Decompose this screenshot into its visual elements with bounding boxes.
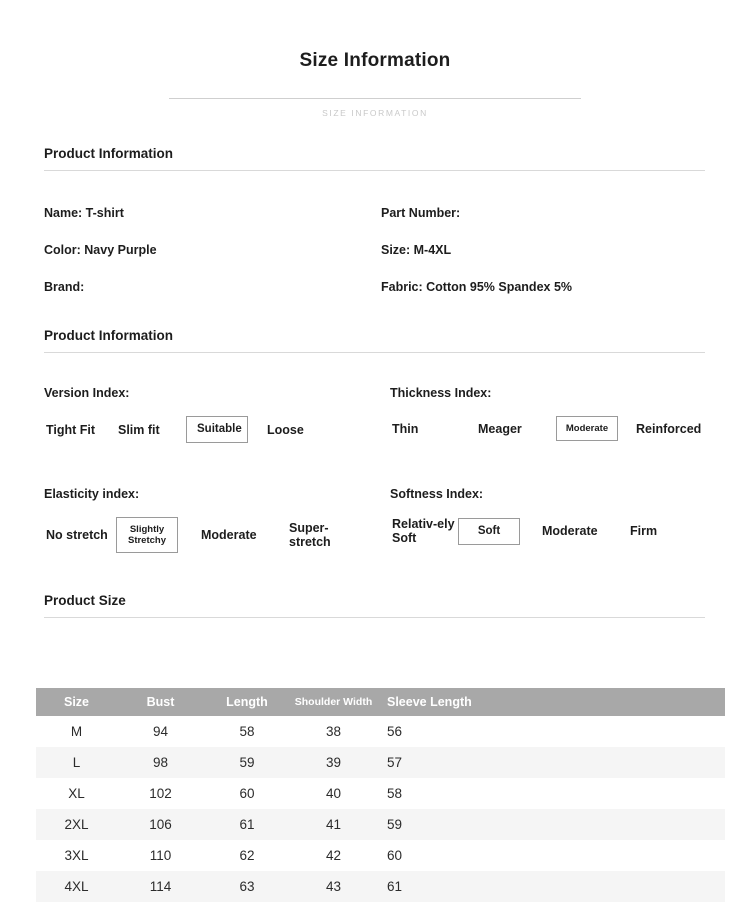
cell-length: 59: [239, 755, 255, 770]
index-block-row2: [44, 487, 720, 553]
table-row: [36, 871, 725, 902]
product-information-grid: [44, 201, 706, 312]
column-header-sleeve-length: Sleeve Length: [377, 688, 725, 716]
table-row: [36, 809, 725, 840]
info-color: Color: Navy Purple: [44, 243, 157, 257]
elasticity-option-super-stretch[interactable]: Super-stretch: [289, 521, 331, 549]
elasticity-option-moderate[interactable]: Moderate: [201, 528, 257, 542]
elasticity-option-no-stretch[interactable]: No stretch: [46, 528, 108, 542]
cell-length: 63: [239, 879, 255, 894]
cell-sleeve-length: 57: [387, 755, 403, 770]
page-title: Size Information: [299, 50, 451, 71]
info-row: [44, 238, 706, 263]
table-row: [36, 747, 725, 778]
thickness-option-reinforced[interactable]: Reinforced: [636, 421, 702, 436]
softness-index-options: [390, 517, 720, 545]
info-part-number: Part Number:: [381, 206, 461, 220]
section-divider: [44, 352, 705, 353]
info-size: Size: M-4XL: [381, 243, 452, 257]
softness-option-firm[interactable]: Firm: [630, 524, 658, 538]
cell-bust: 110: [149, 848, 172, 863]
size-table: [36, 688, 725, 902]
thickness-option-moderate-selected[interactable]: Moderate: [556, 416, 618, 441]
info-row: [44, 201, 706, 226]
softness-index-group: [382, 487, 720, 553]
version-index-label: Version Index:: [44, 386, 130, 400]
product-size-section: [0, 593, 750, 618]
table-row: [36, 716, 725, 747]
cell-length: 58: [239, 724, 255, 739]
softness-option-soft-selected[interactable]: Soft: [458, 518, 520, 545]
product-information-section: [0, 146, 750, 171]
section-divider: [44, 617, 705, 618]
softness-option-relatively-soft[interactable]: Relativ-ely Soft: [392, 517, 455, 545]
info-name: Name: T-shirt: [44, 206, 124, 220]
cell-shoulder-width: 39: [325, 755, 342, 770]
version-option-slim-fit[interactable]: Slim fit: [118, 422, 160, 437]
column-header-bust: Bust: [117, 688, 204, 716]
thickness-option-meager[interactable]: Meager: [478, 421, 522, 436]
softness-index-label: Softness Index:: [390, 487, 484, 501]
table-header-row: [36, 688, 725, 716]
thickness-option-thin[interactable]: Thin: [392, 421, 419, 436]
product-size-heading: Product Size: [44, 593, 126, 608]
softness-option-moderate[interactable]: Moderate: [542, 524, 598, 538]
cell-sleeve-length: 59: [387, 817, 403, 832]
cell-bust: 98: [152, 755, 169, 770]
cell-shoulder-width: 42: [325, 848, 342, 863]
product-index-section: [0, 328, 750, 353]
cell-shoulder-width: 43: [325, 879, 342, 894]
version-option-tight-fit[interactable]: Tight Fit: [46, 422, 96, 437]
column-header-size: Size: [36, 688, 117, 716]
cell-bust: 114: [149, 879, 172, 894]
cell-size: M: [70, 724, 83, 739]
cell-size: L: [72, 755, 81, 770]
thickness-index-label: Thickness Index:: [390, 386, 492, 400]
index-options-wrap: [44, 386, 720, 553]
column-header-length: Length: [204, 688, 290, 716]
version-option-suitable-selected[interactable]: Suitable: [186, 416, 248, 443]
cell-length: 61: [239, 817, 255, 832]
cell-length: 62: [239, 848, 255, 863]
cell-bust: 94: [152, 724, 169, 739]
cell-shoulder-width: 40: [325, 786, 342, 801]
product-information-heading: Product Information: [44, 146, 173, 161]
title-divider: [169, 98, 581, 99]
cell-length: 60: [239, 786, 255, 801]
elasticity-index-label: Elasticity index:: [44, 487, 140, 501]
table-row: [36, 840, 725, 871]
section-divider: [44, 170, 705, 171]
info-fabric: Fabric: Cotton 95% Spandex 5%: [381, 280, 573, 294]
cell-bust: 106: [149, 817, 172, 832]
elasticity-index-group: [44, 487, 382, 553]
cell-size: 2XL: [64, 817, 89, 832]
elasticity-index-options: [44, 517, 382, 553]
version-option-loose[interactable]: Loose: [267, 422, 304, 437]
page-subtitle: SIZE INFORMATION: [322, 108, 428, 118]
cell-shoulder-width: 41: [325, 817, 342, 832]
cell-size: 4XL: [64, 879, 89, 894]
cell-sleeve-length: 56: [387, 724, 403, 739]
thickness-index-options: [390, 416, 720, 441]
index-block-row1: [44, 386, 720, 443]
info-brand: Brand:: [44, 280, 85, 294]
cell-sleeve-length: 60: [387, 848, 403, 863]
column-header-shoulder-width: Shoulder Width: [290, 688, 377, 716]
version-index-options: [44, 416, 382, 443]
cell-sleeve-length: 58: [387, 786, 403, 801]
cell-size: XL: [68, 786, 85, 801]
cell-shoulder-width: 38: [325, 724, 342, 739]
info-row: [44, 275, 706, 300]
thickness-index-group: [382, 386, 720, 443]
cell-sleeve-length: 61: [387, 879, 403, 894]
version-index-group: [44, 386, 382, 443]
cell-size: 3XL: [64, 848, 89, 863]
cell-bust: 102: [149, 786, 172, 801]
table-row: [36, 778, 725, 809]
product-index-heading: Product Information: [44, 328, 173, 343]
elasticity-option-slightly-stretchy-selected[interactable]: Slightly Stretchy: [116, 517, 178, 553]
